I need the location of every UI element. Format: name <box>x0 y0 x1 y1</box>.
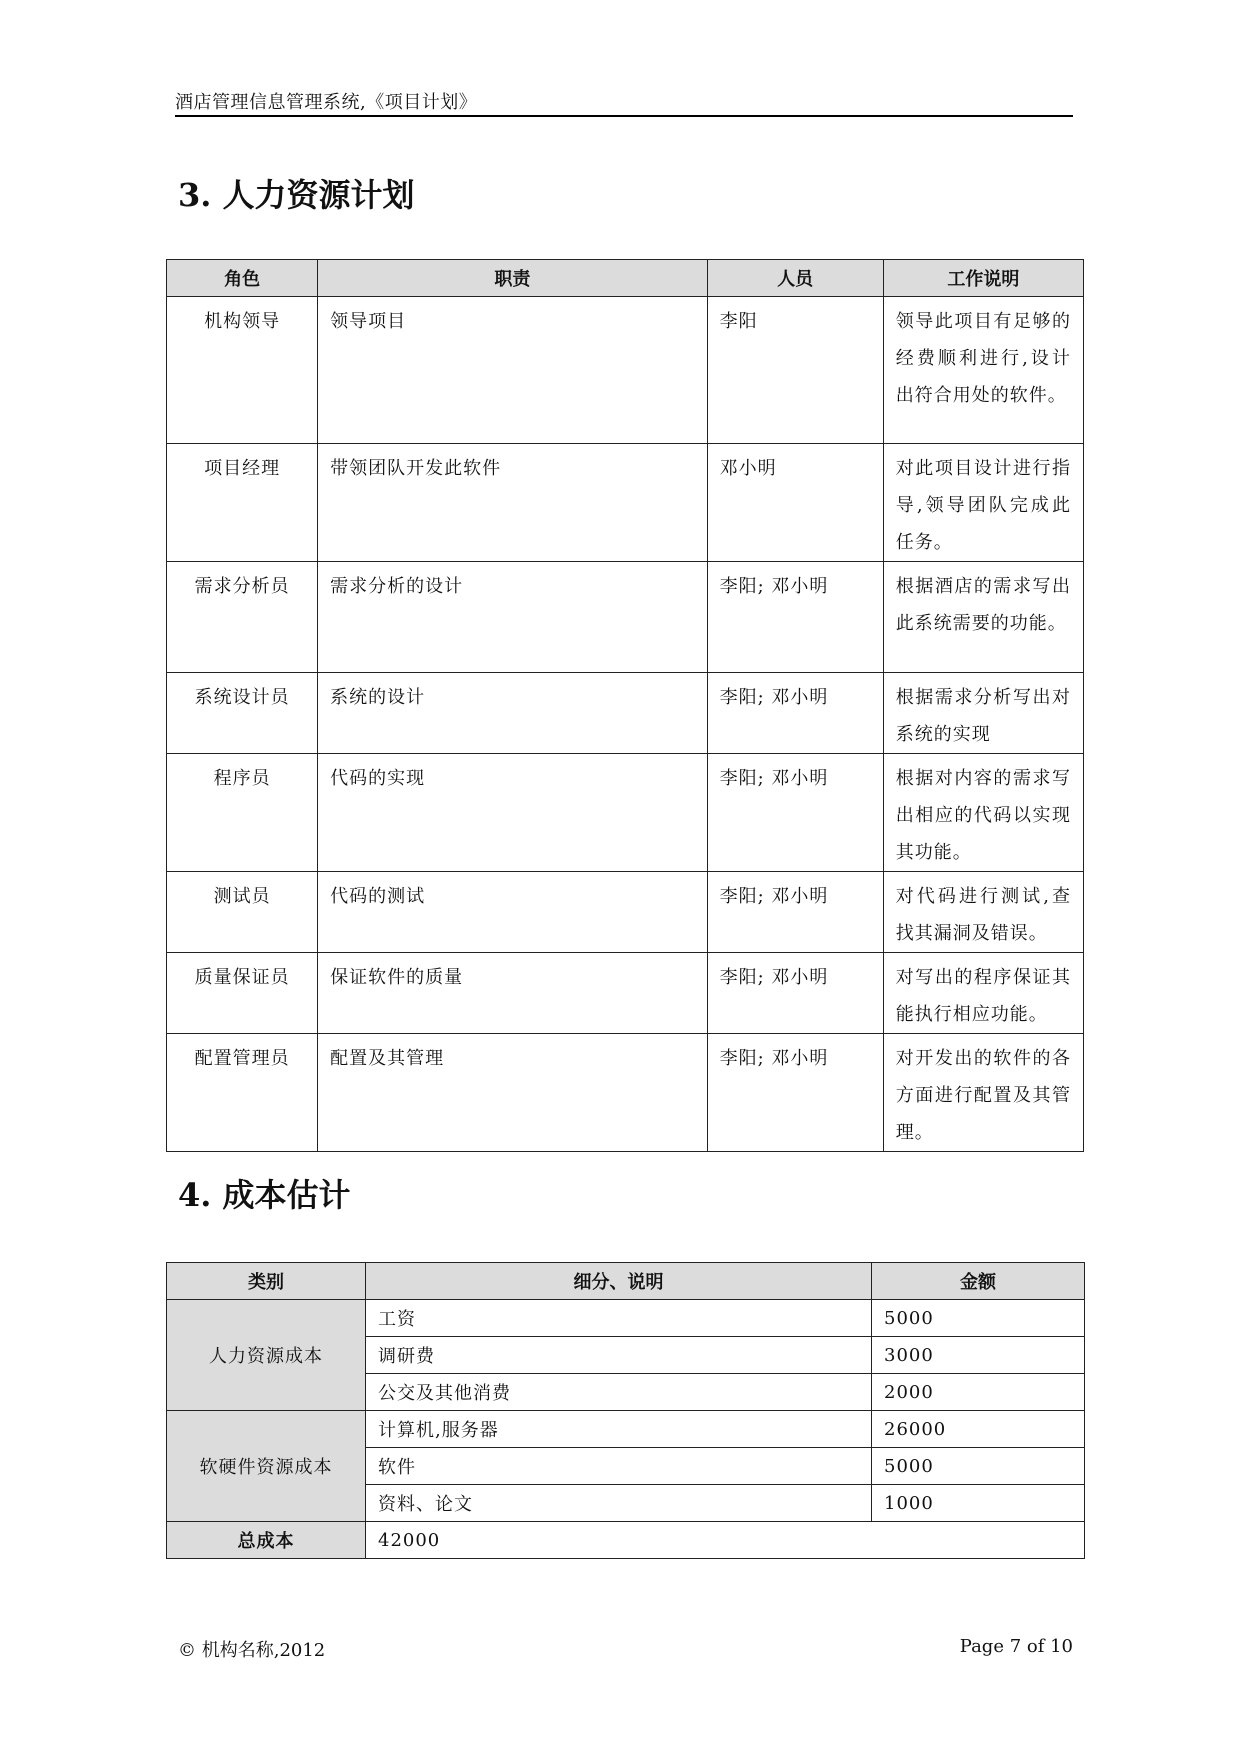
section-3-number: 3. <box>178 176 212 214</box>
amount-cell: 26000 <box>872 1411 1085 1448</box>
item-cell: 调研费 <box>366 1337 872 1374</box>
human-resource-table <box>166 259 1084 1152</box>
section-4-heading: 成本估计 <box>222 1176 351 1214</box>
section-3-heading: 人力资源计划 <box>222 176 415 214</box>
table-row <box>167 754 1084 872</box>
footer-page-number: Page 7 of 10 <box>959 1636 1073 1657</box>
role-cell: 机构领导 <box>167 297 318 444</box>
section-4-title <box>178 1170 351 1216</box>
table-row <box>167 872 1084 953</box>
role-cell: 程序员 <box>167 754 318 872</box>
people-cell: 李阳; 邓小明 <box>707 562 883 673</box>
table-row <box>167 953 1084 1034</box>
duty-cell: 系统的设计 <box>318 673 707 754</box>
people-cell: 李阳; 邓小明 <box>707 1034 883 1152</box>
role-cell: 项目经理 <box>167 444 318 562</box>
duty-cell: 需求分析的设计 <box>318 562 707 673</box>
table-row <box>167 444 1084 562</box>
header-rule <box>175 115 1073 117</box>
section-4-number: 4. <box>178 1176 212 1214</box>
amount-cell: 5000 <box>872 1448 1085 1485</box>
duty-cell: 带领团队开发此软件 <box>318 444 707 562</box>
item-cell: 工资 <box>366 1300 872 1337</box>
description-cell: 根据对内容的需求写出相应的代码以实现其功能。 <box>883 754 1083 872</box>
duty-cell: 领导项目 <box>318 297 707 444</box>
description-cell: 对代码进行测试,查找其漏洞及错误。 <box>883 872 1083 953</box>
item-cell: 资料、论文 <box>366 1485 872 1522</box>
total-row <box>167 1522 1085 1559</box>
footer-copyright: © 机构名称,2012 <box>178 1640 326 1661</box>
role-cell: 质量保证员 <box>167 953 318 1034</box>
people-cell: 邓小明 <box>707 444 883 562</box>
duty-cell: 代码的实现 <box>318 754 707 872</box>
people-cell: 李阳 <box>707 297 883 444</box>
duty-cell: 保证软件的质量 <box>318 953 707 1034</box>
table-row <box>167 673 1084 754</box>
role-cell: 测试员 <box>167 872 318 953</box>
people-cell: 李阳; 邓小明 <box>707 953 883 1034</box>
total-value: 42000 <box>366 1522 1085 1559</box>
description-cell: 对写出的程序保证其能执行相应功能。 <box>883 953 1083 1034</box>
role-cell: 需求分析员 <box>167 562 318 673</box>
cost-estimate-table <box>166 1262 1085 1559</box>
column-header-description: 工作说明 <box>883 260 1083 297</box>
column-header-duty: 职责 <box>318 260 707 297</box>
people-cell: 李阳; 邓小明 <box>707 754 883 872</box>
amount-cell: 5000 <box>872 1300 1085 1337</box>
column-header-amount: 金额 <box>872 1263 1085 1300</box>
column-header-category: 类别 <box>167 1263 366 1300</box>
duty-cell: 代码的测试 <box>318 872 707 953</box>
table-row <box>167 1411 1085 1448</box>
description-cell: 对此项目设计进行指导,领导团队完成此任务。 <box>883 444 1083 562</box>
category-cell: 软硬件资源成本 <box>167 1411 366 1522</box>
table-row <box>167 1300 1085 1337</box>
category-cell: 人力资源成本 <box>167 1300 366 1411</box>
item-cell: 软件 <box>366 1448 872 1485</box>
amount-cell: 3000 <box>872 1337 1085 1374</box>
table-header-row <box>167 260 1084 297</box>
description-cell: 根据需求分析写出对系统的实现 <box>883 673 1083 754</box>
section-3-title <box>178 170 415 216</box>
table-row <box>167 297 1084 444</box>
column-header-people: 人员 <box>707 260 883 297</box>
total-label: 总成本 <box>167 1522 366 1559</box>
description-cell: 对开发出的软件的各方面进行配置及其管理。 <box>883 1034 1083 1152</box>
duty-cell: 配置及其管理 <box>318 1034 707 1152</box>
table-row <box>167 1034 1084 1152</box>
item-cell: 计算机,服务器 <box>366 1411 872 1448</box>
table-row <box>167 562 1084 673</box>
document-header: 酒店管理信息管理系统,《项目计划》 <box>175 92 478 113</box>
amount-cell: 2000 <box>872 1374 1085 1411</box>
people-cell: 李阳; 邓小明 <box>707 673 883 754</box>
description-cell: 领导此项目有足够的经费顺利进行,设计出符合用处的软件。 <box>883 297 1083 444</box>
amount-cell: 1000 <box>872 1485 1085 1522</box>
people-cell: 李阳; 邓小明 <box>707 872 883 953</box>
column-header-role: 角色 <box>167 260 318 297</box>
role-cell: 系统设计员 <box>167 673 318 754</box>
table-header-row <box>167 1263 1085 1300</box>
role-cell: 配置管理员 <box>167 1034 318 1152</box>
column-header-detail: 细分、说明 <box>366 1263 872 1300</box>
item-cell: 公交及其他消费 <box>366 1374 872 1411</box>
description-cell: 根据酒店的需求写出此系统需要的功能。 <box>883 562 1083 673</box>
